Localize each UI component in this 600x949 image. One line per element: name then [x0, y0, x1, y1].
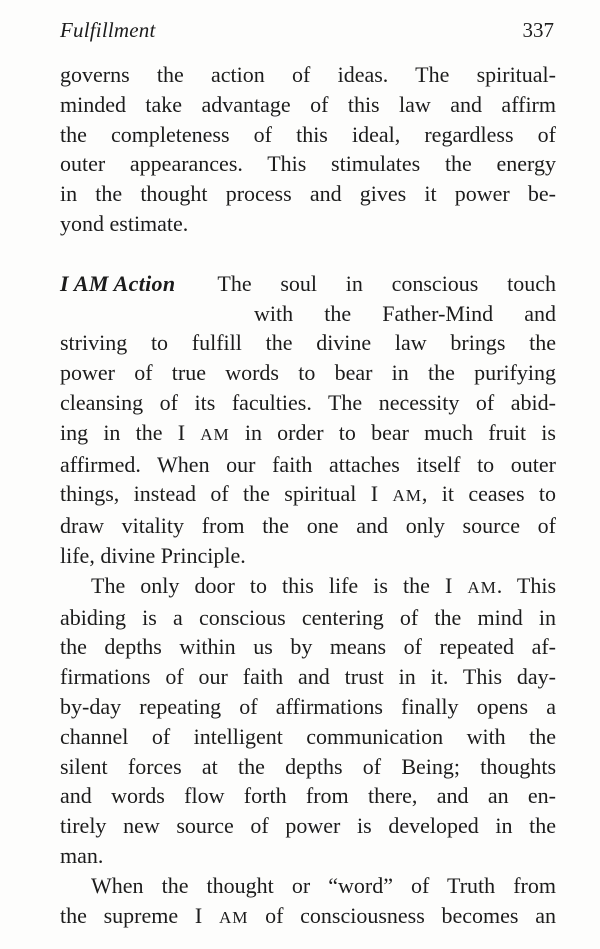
small-caps-text: AM — [392, 486, 422, 506]
text-line: man. — [60, 842, 104, 868]
text-line: power of true words to bear in the purifying — [60, 360, 556, 386]
text-line: abiding is a conscious centering of the mind in — [60, 604, 556, 630]
paragraph — [60, 871, 556, 933]
text-line: ing in the I AM in order to bear much fruit is — [60, 419, 556, 445]
text-line: in the thought process and gives it power be- — [60, 181, 556, 207]
section-heading: I AM Action — [60, 270, 176, 296]
text-line: yond estimate. — [60, 210, 189, 236]
text-line: life, divine Principle. — [60, 542, 246, 568]
paragraph — [60, 269, 556, 571]
page-header — [60, 18, 554, 43]
paragraph — [60, 60, 556, 239]
text-line: with the Father-Mind and — [254, 300, 556, 326]
text-line: cleansing of its faculties. The necessity of abid- — [60, 389, 556, 415]
text-line: affirmed. When our faith attaches itself to outer — [60, 451, 556, 477]
text-line — [60, 269, 556, 299]
text-line: by-day repeating of affirmations finally opens a — [60, 693, 556, 719]
text-line: The only door to this life is the I AM. This — [91, 572, 557, 598]
text-line: The soul in conscious touch — [217, 270, 556, 296]
text-line: tirely new source of power is developed in the — [60, 813, 556, 839]
page-body — [60, 60, 556, 932]
text-line: minded take advantage of this law and affirm — [60, 91, 556, 117]
paragraph — [60, 571, 556, 871]
small-caps-text: AM — [467, 577, 497, 597]
text-line: the depths within us by means of repeated af- — [60, 634, 556, 660]
text-line: outer appearances. This stimulates the energy — [60, 151, 556, 177]
text-line: the completeness of this ideal, regardless of — [60, 121, 556, 147]
small-caps-text: AM — [218, 907, 249, 927]
text-line: silent forces at the depths of Being; thoughts — [60, 753, 556, 779]
text-line: striving to fulfill the divine law brings the — [60, 330, 556, 356]
text-line: the supreme I AM of consciousness becomes an — [60, 902, 556, 928]
text-line: channel of intelligent communication with the — [60, 723, 556, 749]
text-line: things, instead of the spiritual I AM, it ceases to — [60, 481, 556, 507]
running-title: Fulfillment — [60, 18, 156, 42]
text-line: and words flow forth from there, and an en- — [60, 783, 556, 809]
text-line: governs the action of ideas. The spiritual- — [60, 62, 556, 87]
small-caps-text: AM — [200, 424, 230, 444]
text-line: draw vitality from the one and only source of — [60, 513, 556, 539]
page-number: 337 — [522, 18, 554, 42]
text-line: firmations of our faith and trust in it. This day- — [60, 664, 556, 690]
text-line: When the thought or “word” of Truth from — [91, 872, 556, 898]
